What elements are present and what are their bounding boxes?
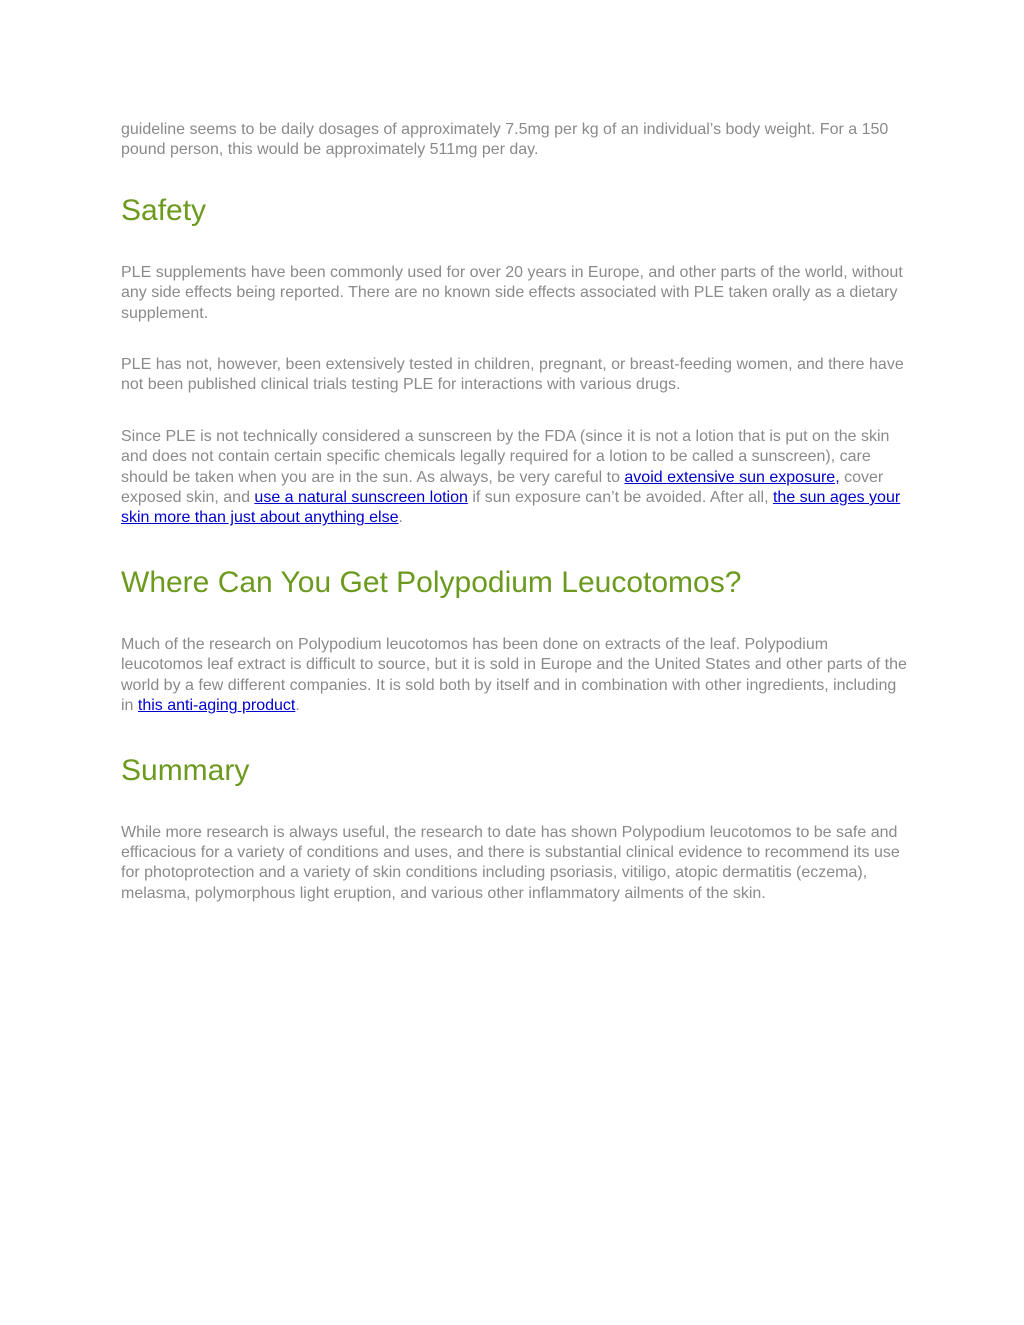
- safety-paragraph-2: PLE has not, however, been extensively tested in children, pregnant, or breast-feeding women, and there have not been published clinical trials testing PLE for interactions with various drugs.: [121, 356, 904, 394]
- where-p1-text-1: Much of the research on Polypodium leucotomos has been done on extracts of the leaf. Polypodium leucotomos leaf extract is difficult to source, but it is sold in Europe and the United States and other parts of the world by a few different companies. It is sold both by itself and in combination with other ingredients, including in: [121, 635, 907, 715]
- safety-p3-text-4: .: [398, 509, 403, 527]
- sun-ages-skin-link[interactable]: the sun ages your skin more than just about anything else: [121, 489, 901, 527]
- safety-p3-text-1: Since PLE is not technically considered a sunscreen by the FDA (since it is not a lotion that is put on the skin and does not contain certain specific chemicals legally required for a lotion to be called a sunscreen), care should be taken when you are in the sun. As always, be very careful to: [121, 427, 890, 486]
- anti-aging-product-link[interactable]: this anti-aging product: [137, 697, 296, 715]
- safety-paragraph-3: [121, 427, 911, 529]
- safety-heading: Safety: [121, 193, 207, 227]
- document-page: [121, 120, 911, 904]
- where-heading: Where Can You Get Polypodium Leucotomos?: [121, 565, 742, 599]
- natural-sunscreen-link[interactable]: use a natural sunscreen lotion: [254, 489, 468, 507]
- summary-paragraph: While more research is always useful, the research to date has shown Polypodium leucotomos to be safe and efficacious for a variety of conditions and uses, and there is substantial clinical evidence to recommend its use for photoprotection and a variety of skin conditions including psoriasis, vitiligo, atopic dermatitis (eczema), melasma, polymorphous light eruption, and various other inflammatory ailments of the skin.: [121, 823, 900, 902]
- safety-paragraph-1: PLE supplements have been commonly used for over 20 years in Europe, and other parts of the world, without any side effects being reported. There are no known side effects associated with PLE taken orally as a dietary supplement.: [121, 263, 903, 322]
- avoid-sun-exposure-link[interactable]: avoid extensive sun exposure,: [624, 468, 840, 486]
- where-paragraph: [121, 635, 911, 717]
- where-p1-text-2: .: [295, 697, 300, 715]
- summary-heading: Summary: [121, 753, 250, 787]
- safety-p3-text-2: cover exposed skin, and: [121, 468, 884, 507]
- intro-paragraph: guideline seems to be daily dosages of approximately 7.5mg per kg of an individual’s body weight. For a 150 pound person, this would be approximately 511mg per day.: [121, 121, 889, 159]
- safety-p3-text-3: if sun exposure can’t be avoided. After all,: [467, 489, 773, 507]
